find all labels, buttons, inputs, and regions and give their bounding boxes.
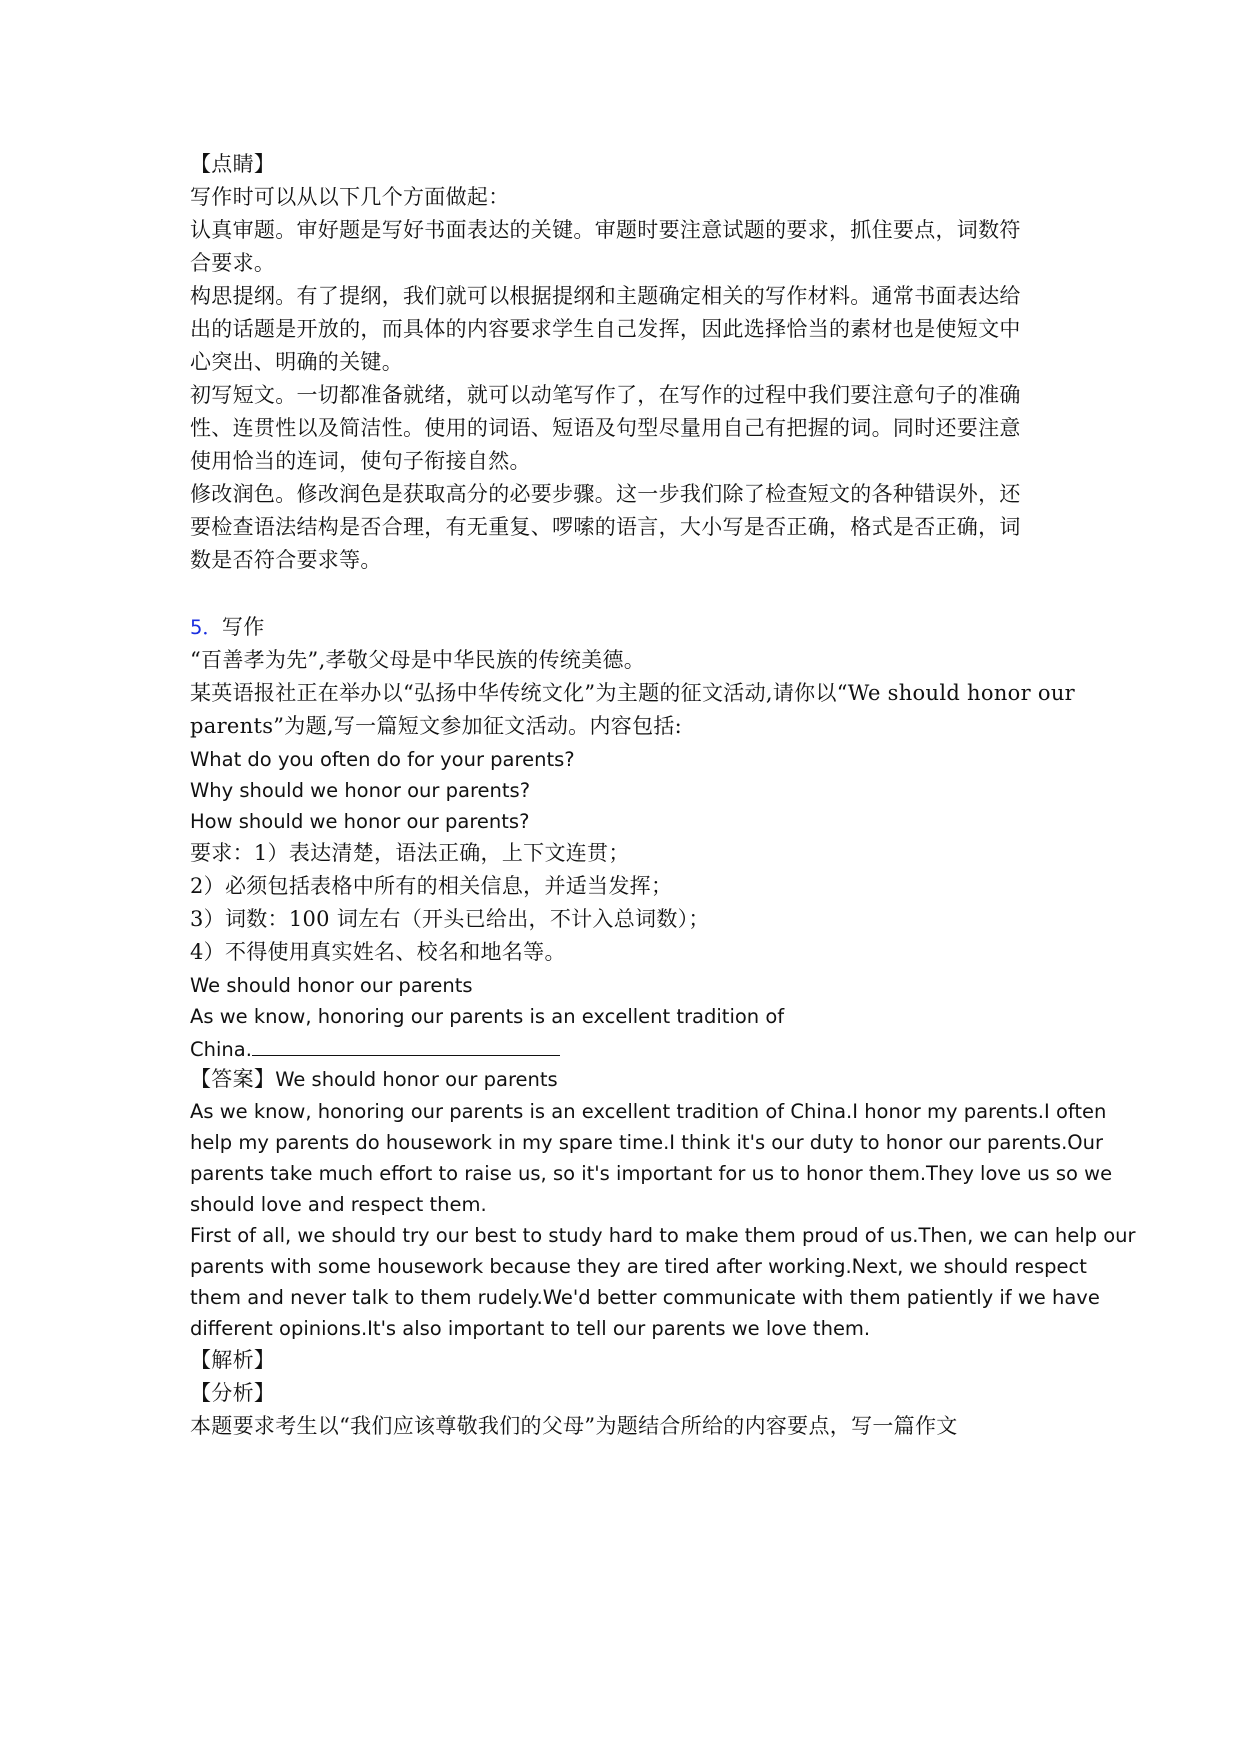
question-type: 写作 (221, 615, 265, 639)
requirement-line: 4）不得使用真实姓名、校名和地名等。 (190, 940, 566, 964)
dianjing-line: 性、连贯性以及简洁性。使用的词语、短语及句型尽量用自己有把握的词。同时还要注意 (190, 416, 1021, 440)
requirement-line: 3）词数：100 词左右（开头已给出，不计入总词数）； (190, 907, 710, 931)
jiexi-heading: 【解析】 (190, 1348, 276, 1372)
answer-label: 【答案】 (190, 1067, 276, 1091)
answer-title: We should honor our parents (275, 1068, 558, 1091)
answer-line: parents take much effort to raise us, so it's important for us to honor them.They love us so we (190, 1162, 1113, 1185)
blank-prefix: China. (190, 1038, 252, 1061)
answer-blank[interactable] (252, 1034, 560, 1056)
analysis-text: 本题要求考生以“我们应该尊敬我们的父母”为题结合所给的内容要点，写一篇作文 (190, 1414, 958, 1438)
answer-line: parents with some housework because they are tired after working.Next, we should respect (190, 1255, 1087, 1278)
fenxi-heading: 【分析】 (190, 1381, 276, 1405)
answer-heading (190, 1065, 558, 1094)
answer-line: them and never talk to them rudely.We'd better communicate with them patiently if we have (190, 1286, 1100, 1309)
dianjing-line: 合要求。 (190, 251, 276, 275)
essay-title: We should honor our parents (190, 974, 473, 997)
answer-line: should love and respect them. (190, 1193, 487, 1216)
answer-line: As we know, honoring our parents is an excellent tradition of China.I honor my parents.I often (190, 1100, 1107, 1123)
question-prompt: What do you often do for your parents? (190, 748, 575, 771)
dianjing-line: 要检查语法结构是否合理，有无重复、啰嗦的语言，大小写是否正确，格式是否正确，词 (190, 515, 1021, 539)
dianjing-line: 修改润色。修改润色是获取高分的必要步骤。这一步我们除了检查短文的各种错误外，还 (190, 482, 1021, 506)
question-header (190, 613, 265, 642)
question-line: 某英语报社正在举办以“弘扬中华传统文化”为主题的征文活动,请你以“We should honor our (190, 681, 1076, 705)
essay-opening: As we know, honoring our parents is an excellent tradition of (190, 1005, 785, 1028)
question-line: parents”为题,写一篇短文参加征文活动。内容包括: (190, 714, 683, 738)
dianjing-line: 初写短文。一切都准备就绪，就可以动笔写作了，在写作的过程中我们要注意句子的准确 (190, 383, 1021, 407)
dianjing-line: 心突出、明确的关键。 (190, 350, 403, 374)
dianjing-line: 认真审题。审好题是写好书面表达的关键。审题时要注意试题的要求，抓住要点，词数符 (190, 218, 1021, 242)
question-prompt: Why should we honor our parents? (190, 779, 531, 802)
dianjing-line: 数是否符合要求等。 (190, 548, 382, 572)
question-line: “百善孝为先”,孝敬父母是中华民族的传统美德。 (190, 648, 646, 672)
dianjing-line: 构思提纲。有了提纲，我们就可以根据提纲和主题确定相关的写作材料。通常书面表达给 (190, 284, 1021, 308)
requirement-line: 2）必须包括表格中所有的相关信息，并适当发挥； (190, 874, 673, 898)
requirement-line: 要求：1）表达清楚，语法正确，上下文连贯； (190, 841, 630, 865)
dianjing-line: 使用恰当的连词，使句子衔接自然。 (190, 449, 531, 473)
answer-line: different opinions.It's also important to tell our parents we love them. (190, 1317, 871, 1340)
essay-blank-line (190, 1034, 560, 1064)
question-prompt: How should we honor our parents? (190, 810, 530, 833)
question-number: 5． (190, 616, 222, 639)
dianjing-intro: 写作时可以从以下几个方面做起： (190, 185, 510, 209)
dianjing-line: 出的话题是开放的，而具体的内容要求学生自己发挥，因此选择恰当的素材也是使短文中 (190, 317, 1021, 341)
answer-line: First of all, we should try our best to study hard to make them proud of us.Then, we can help our (190, 1224, 1136, 1247)
dianjing-heading: 【点睛】 (190, 152, 276, 176)
answer-line: help my parents do housework in my spare time.I think it's our duty to honor our parents.Our (190, 1131, 1103, 1154)
